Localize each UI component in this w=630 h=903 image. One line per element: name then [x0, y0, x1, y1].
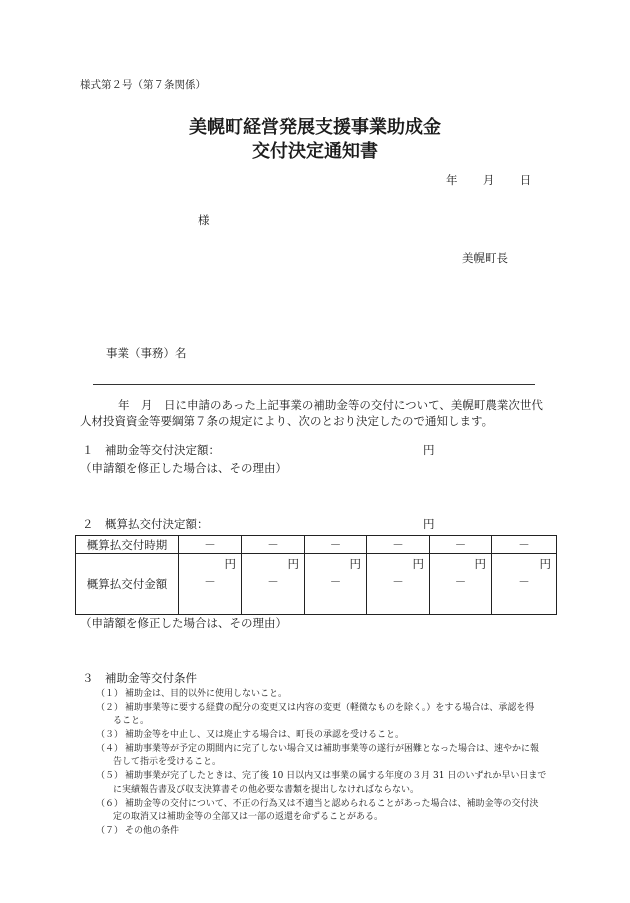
condition-item	[96, 688, 546, 702]
payment-amount-cell	[242, 554, 305, 615]
payment-amount-unit: 円	[287, 557, 299, 571]
condition-text: 補助事業等が予定の期間内に完了しない場合又は補助事業等の遂行が困難となった場合は、速やかに報	[125, 743, 540, 754]
payment-timing-value: －	[179, 536, 242, 554]
condition-text: 補助事業等に要する経費の配分の変更又は内容の変更（軽微なものを除く。）をする場合は、承認を得	[125, 702, 535, 713]
payment-timing-row	[76, 536, 557, 554]
payment-amount-cell	[430, 554, 492, 615]
project-name-underline	[93, 384, 535, 385]
payment-timing-value: －	[430, 536, 492, 554]
advance-payment-label: ２ 概算払交付決定額：	[82, 517, 209, 531]
payment-amount-cell	[492, 554, 557, 615]
form-number: 様式第２号（第７条関係）	[80, 79, 206, 91]
payment-amount-unit: 円	[412, 557, 424, 571]
notice-text-line: 人材投資資金等要綱第７条の規定により、次のとおり決定したので通知します。	[80, 414, 494, 428]
condition-number: （６）	[96, 798, 124, 809]
payment-amount-value: －	[454, 575, 467, 589]
grant-amount-reason-note: （申請額を修正した場合は、その理由）	[80, 461, 287, 475]
payment-amount-value: －	[392, 575, 404, 589]
conditions-list	[96, 688, 546, 839]
payment-amount-cell	[179, 554, 242, 615]
document-subtitle: 交付決定通知書	[252, 141, 378, 162]
payment-amount-unit: 円	[474, 557, 486, 571]
payment-amount-value: －	[518, 575, 530, 589]
notice-text-line: 年 月 日に申請のあった上記事業の補助金等の交付について、美幌町農業次世代	[118, 398, 543, 412]
condition-number: （３）	[96, 730, 124, 741]
condition-item	[96, 729, 546, 743]
grant-amount-label: １ 補助金等交付決定額：	[82, 443, 220, 457]
condition-text: その他の条件	[125, 825, 180, 836]
condition-item	[96, 770, 546, 797]
issue-date: 年 月 日	[446, 173, 533, 187]
condition-number: （４）	[96, 743, 124, 754]
payment-timing-value: －	[305, 536, 367, 554]
payment-amount-unit: 円	[349, 557, 361, 571]
condition-text: 補助事業が完了したときは、完了後 10 日以内又は事業の属する年度の３月 31 日のいずれか早い日まで	[125, 771, 547, 782]
condition-item	[96, 825, 546, 839]
condition-text: 定の取消又は補助金等の全部又は一部の返還を命ずることがある。	[113, 812, 384, 823]
condition-item	[96, 798, 546, 825]
payment-timing-label: 概算払交付時期	[76, 536, 179, 554]
payment-amount-value: －	[267, 575, 279, 589]
document-title: 美幌町経営発展支援事業助成金	[189, 117, 441, 138]
payment-timing-value: －	[242, 536, 305, 554]
payment-amount-unit: 円	[224, 557, 236, 571]
condition-text: 補助金は、目的以外に使用しないこと。	[125, 689, 288, 699]
condition-number: （７）	[96, 825, 124, 836]
condition-text: 補助金等を中止し、又は廃止する場合は、町長の承認を受けること。	[125, 730, 405, 741]
payment-amount-unit: 円	[539, 557, 551, 571]
recipient-honorific: 様	[198, 213, 210, 227]
payment-timing-value: －	[492, 536, 557, 554]
condition-text: に実績報告書及び収支決算書その他必要な書類を提出しなければならない。	[113, 784, 420, 795]
payment-amount-value: －	[329, 575, 342, 589]
condition-text: ること。	[113, 716, 150, 727]
payment-amount-row	[76, 554, 557, 615]
payment-amount-cell	[305, 554, 367, 615]
grant-amount-unit: 円	[423, 443, 435, 457]
advance-payment-reason-note: （申請額を修正した場合は、その理由）	[80, 616, 287, 630]
grant-conditions-label: ３ 補助金等交付条件	[82, 671, 197, 685]
condition-number: （５）	[96, 771, 124, 782]
advance-payment-table	[75, 535, 557, 615]
payment-amount-cell	[367, 554, 430, 615]
issuer-name: 美幌町長	[462, 251, 508, 265]
advance-payment-unit: 円	[423, 517, 435, 531]
condition-text: 補助金等の交付について、不正の行為又は不適当と認められることがあった場合は、補助金等の交付決	[125, 798, 539, 809]
payment-timing-value: －	[367, 536, 430, 554]
condition-number: （２）	[96, 702, 124, 713]
project-name-label: 事業（事務）名	[106, 346, 187, 360]
condition-item	[96, 702, 546, 729]
payment-amount-value: －	[204, 575, 216, 589]
condition-item	[96, 743, 546, 770]
condition-number: （１）	[96, 689, 124, 699]
condition-text: 告して指示を受けること。	[113, 757, 222, 768]
payment-amount-label: 概算払交付金額	[76, 554, 179, 615]
